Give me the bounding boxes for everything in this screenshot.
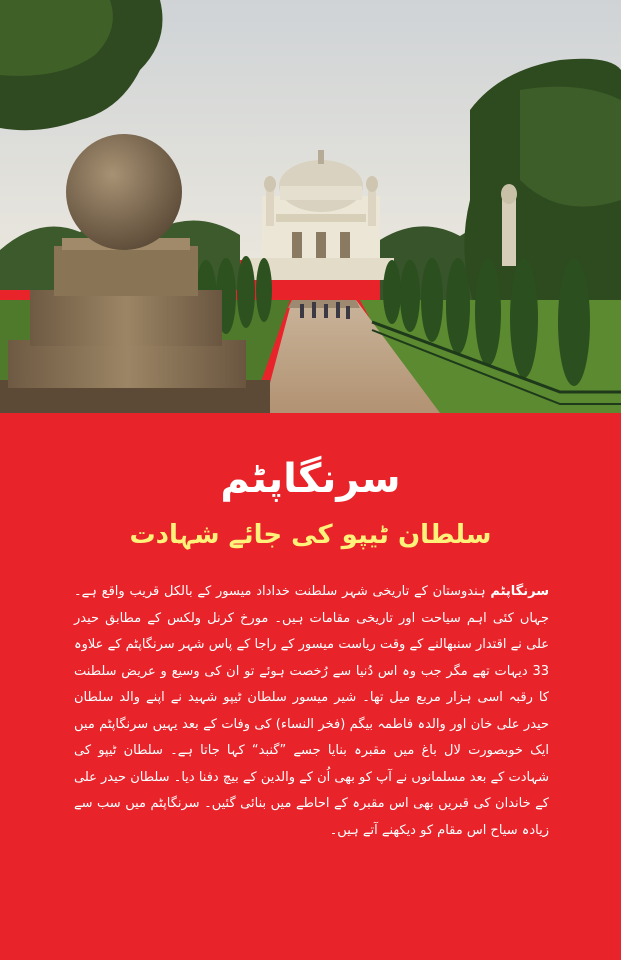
- article-title: سرنگاپٹم: [220, 456, 401, 502]
- article-lead: سرنگاپٹم: [490, 584, 549, 599]
- article-body-text: ہندوستان کے تاریخی شہر سلطنت خداداد میسور کے بالکل قریب واقع ہے۔ جہاں کئی اہم سیاحت اور تاریخی مقامات ہیں۔ مورخ کرنل ولکس کے مطابق حیدر علی نے اقتدار سنبھالنے کے وقت ریاست میسور کے راجا کے پاس شہر سرنگاپٹم کے علاوہ 33 دیہات تھے مگر جب وہ اس دُنیا سے رُخصت ہوئے تو ان کی وسیع و عریض سلطنت کا رقبہ اسی ہزار مربع میل تھا۔ شیر میسور سلطان ٹیپو شہید نے اپنے والد سلطان حیدر علی خان اور والدہ فاطمہ بیگم (فخر النساء) کی وفات کے بعد یہیں سرنگاپٹم میں ایک خوبصورت لال باغ میں مقبرہ بنایا جسے ”گنبد“ کہا جاتا ہے۔ سلطان ٹیپو کی شہادت کے بعد مسلمانوں نے آپ کو بھی اُن کے والدین کے بیچ دفنا دیا۔ سلطان حیدر علی کے خاندان کی قبریں بھی اس مقبرہ کے احاطے میں بنائی گئیں۔ سرنگاپٹم میں سب سے زیادہ سیاح اس مقام کو دیکھنے آتے ہیں۔: [73, 584, 549, 838]
- text-panel: [0, 413, 621, 960]
- article-body: [74, 579, 549, 844]
- article-subtitle: سلطان ٹیپو کی جائے شہادت: [129, 520, 492, 550]
- mausoleum-photo: [0, 0, 621, 413]
